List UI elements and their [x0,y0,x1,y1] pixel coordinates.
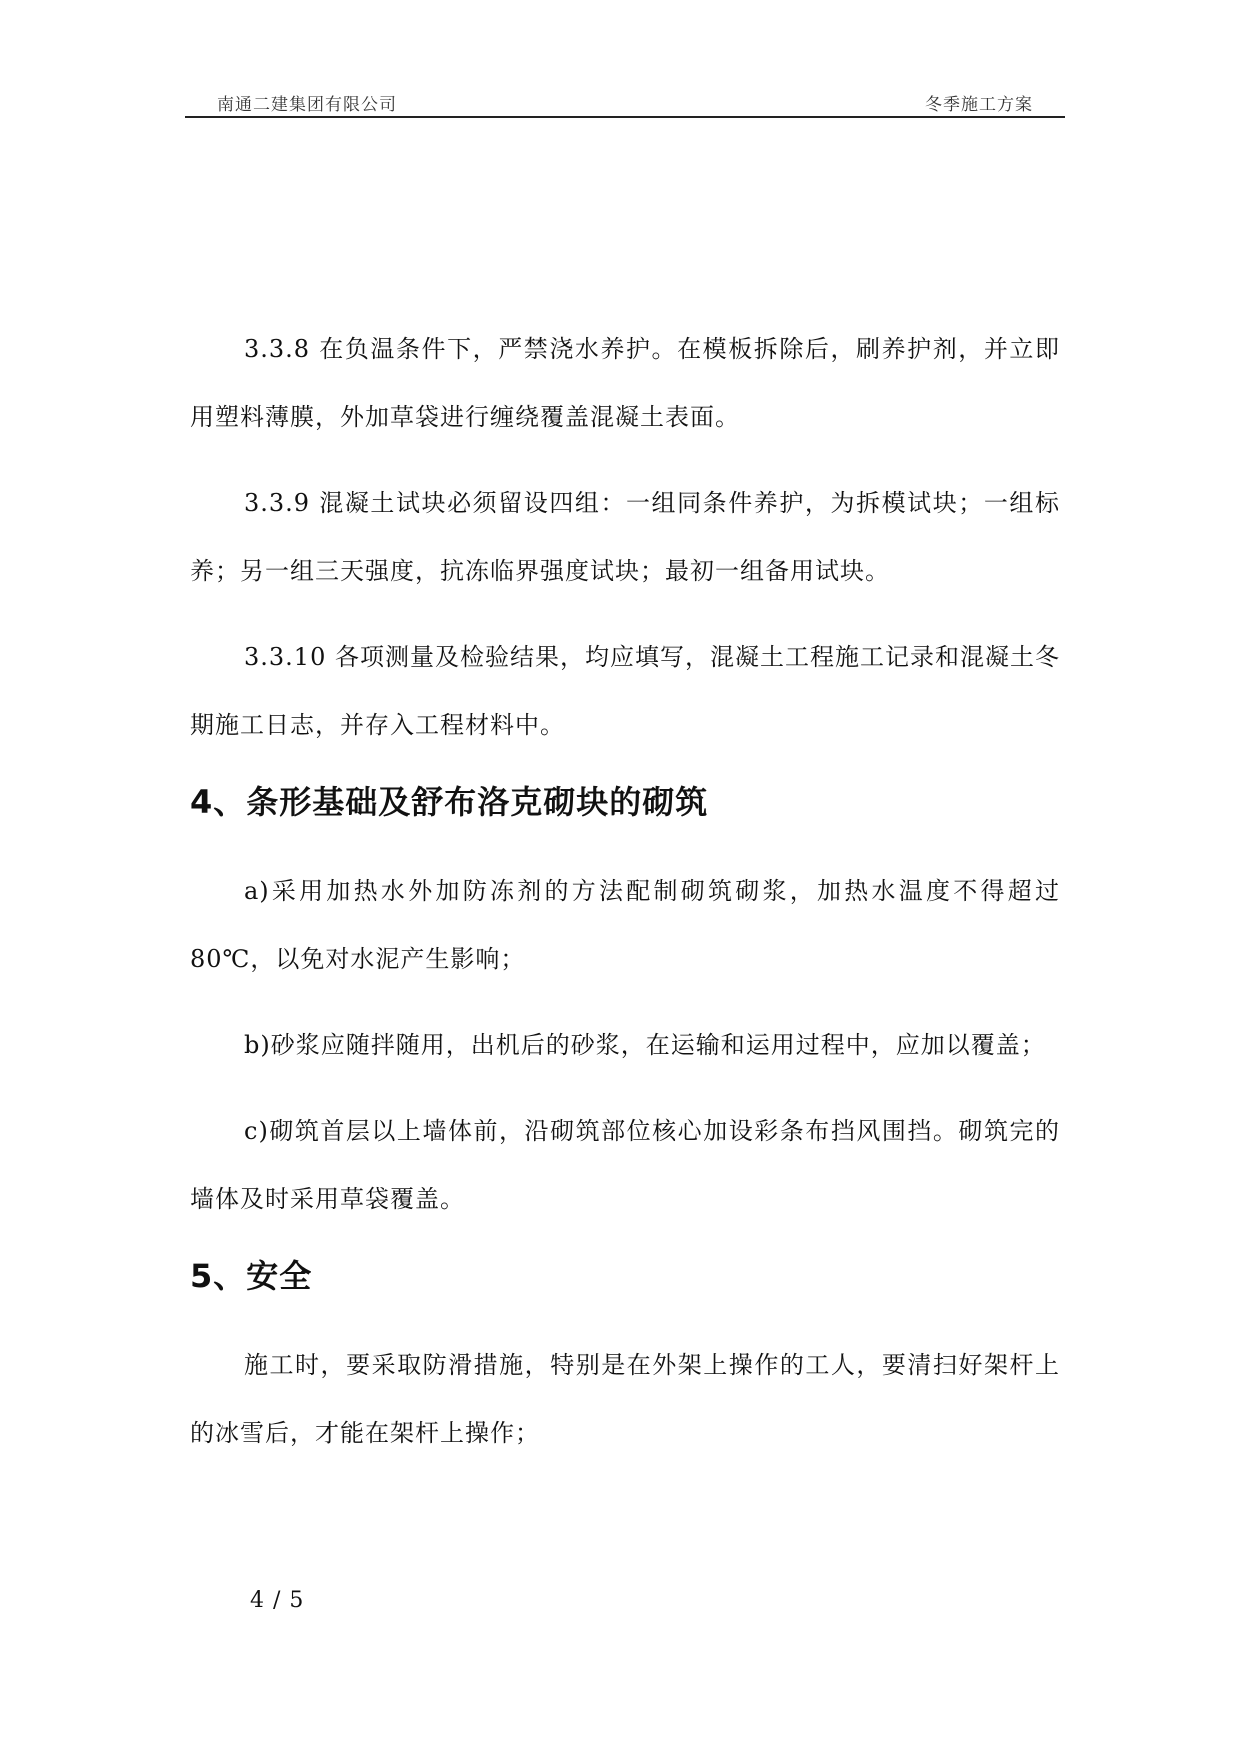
paragraph-safety: 施工时，要采取防滑措施，特别是在外架上操作的工人，要清扫好架杆上的冰雪后，才能在架杆上操作； [190,1351,1060,1447]
header-doc-title: 冬季施工方案 [925,95,1033,115]
paragraph-c: c)砌筑首层以上墙体前，沿砌筑部位核心加设彩条布挡风围挡。砌筑完的墙体及时采用草袋覆盖。 [190,1117,1060,1213]
paragraph-3-3-8: 3.3.8 在负温条件下，严禁浇水养护。在模板拆除后，刷养护剂，并立即用塑料薄膜，外加草袋进行缠绕覆盖混凝土表面。 [190,335,1060,431]
page-number: 4 / 5 [250,1588,305,1613]
paragraph-3-3-9: 3.3.9 混凝土试块必须留设四组：一组同条件养护，为拆模试块；一组标养；另一组三天强度，抗冻临界强度试块；最初一组备用试块。 [190,489,1060,585]
paragraph-3-3-10: 3.3.10 各项测量及检验结果，均应填写，混凝土工程施工记录和混凝土冬期施工日志，并存入工程材料中。 [190,643,1060,739]
section-5-heading: 5、安全 [190,1257,313,1295]
paragraph-a: a)采用加热水外加防冻剂的方法配制砌筑砌浆，加热水温度不得超过80℃，以免对水泥产生影响； [190,877,1060,973]
paragraph-b: b)砂浆应随拌随用，出机后的砂浆，在运输和运用过程中，应加以覆盖； [244,1031,1046,1059]
document-body [190,315,1060,1485]
page-header [185,86,1065,118]
header-company: 南通二建集团有限公司 [217,95,397,115]
section-4-heading: 4、条形基础及舒布洛克砌块的砌筑 [190,783,709,821]
